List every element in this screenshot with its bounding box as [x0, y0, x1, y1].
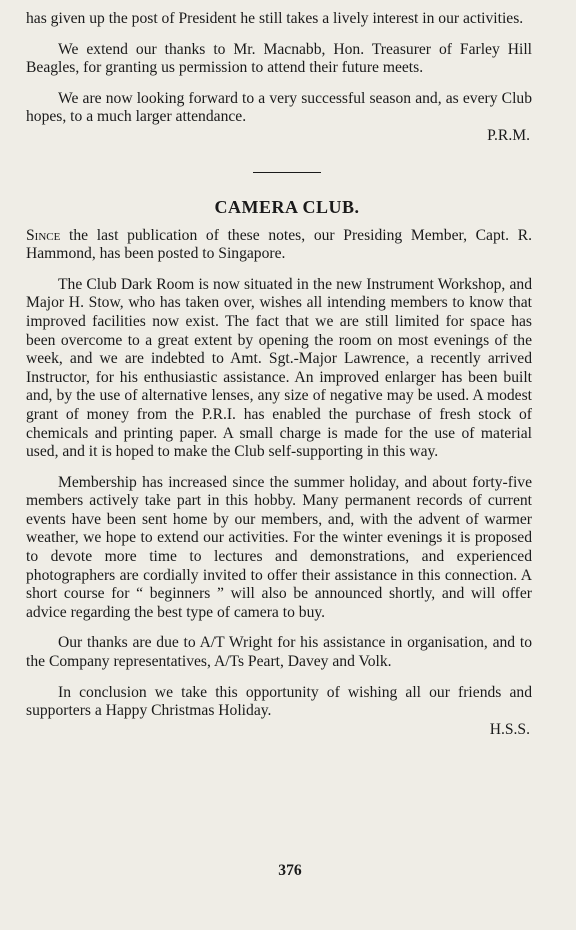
signature-prm: P.R.M.	[487, 126, 530, 144]
opening-paragraph	[26, 227, 532, 264]
thanks-wright-paragraph: Our thanks are due to A/T Wright for his assistance in organisation, and to the Company representatives, A/Ts Peart, Davey and Volk.	[26, 634, 532, 671]
conclusion-paragraph: In conclusion we take this opportunity of wishing all our friends and supporters a Happy Christmas Holiday.	[26, 683, 532, 720]
looking-forward-paragraph: We are now looking forward to a very successful season and, as every Club hopes, to a much larger attendance.	[26, 89, 532, 126]
opening-paragraph-text: the last publication of these notes, our Presiding Member, Capt. R. Hammond, has been posted to Singapore.	[26, 226, 532, 263]
camera-club-section	[26, 197, 532, 740]
dark-room-paragraph: The Club Dark Room is now situated in the new Instrument Workshop, and Major H. Stow, who has taken over, wishes all intending members to know that improved facilities now exist. The fact that we are still limited for space has been overcome to a great extent by opening the room on most evenings of the week, and we are indebted to Amt. Sgt.-Major Lawrence, a recently arrived Instructor, for his enthusiastic assistance. An improved enlarger has been built and, by the use of alternative lenses, any size of negative may be used. A modest grant of money from the P.R.I. has enabled the purchase of fresh stock of chemicals and printing paper. A small charge is made for the use of material used, and it is hoped to make the Club self-supporting in this way.	[26, 275, 532, 461]
thanks-paragraph: We extend our thanks to Mr. Macnabb, Hon. Treasurer of Farley Hill Beagles, for granting us permission to attend their future meets.	[26, 40, 532, 77]
section-divider	[253, 172, 321, 173]
continued-paragraph: has given up the post of President he still takes a lively interest in our activities.	[26, 10, 524, 27]
section-heading: CAMERA CLUB.	[214, 196, 360, 217]
signature-hss: H.S.S.	[489, 720, 530, 738]
previous-club-notes	[26, 10, 532, 146]
page-number: 376	[278, 862, 302, 879]
opening-word: Since	[26, 226, 61, 244]
membership-paragraph: Membership has increased since the summer holiday, and about forty-five members actively take part in this hobby. Many permanent records of current events have been sent home by our members, and, with the advent of warmer weather, we hope to extend our activities. For the winter evenings it is proposed to devote more time to lectures and demonstrations, and experienced photographers are cordially invited to offer their assistance in this connection. A short course for “ beginners ” will also be announced shortly, and will offer advice regarding the best type of camera to buy.	[26, 473, 532, 621]
